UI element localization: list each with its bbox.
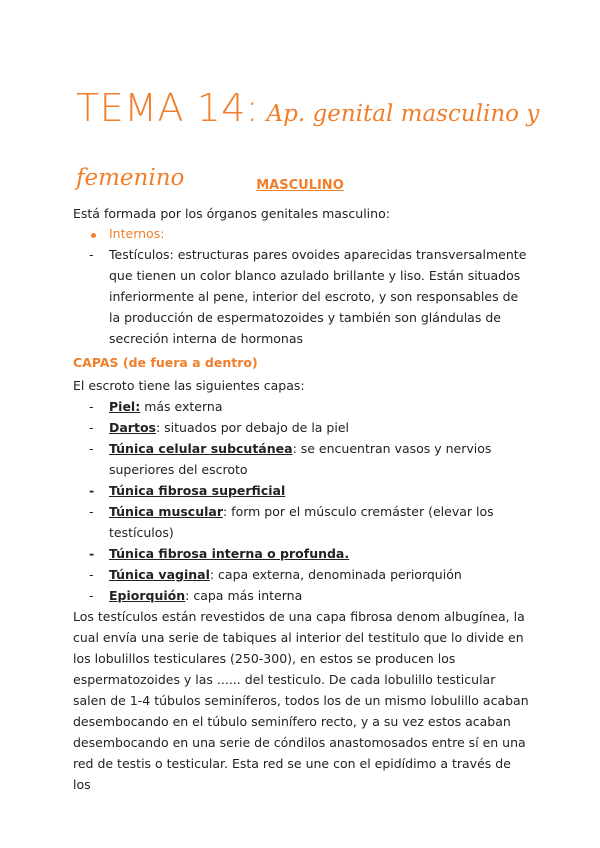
dash-mark: - [89,504,94,519]
dash-mark: - [89,588,94,603]
item-testiculos [89,244,529,349]
layer-desc: : capa más interna [185,588,303,603]
layer-item [89,438,529,480]
bullet-dot-icon [89,223,109,244]
layer-term: Epiorquión [109,588,186,603]
layer-term: Dartos [109,420,156,435]
dash-mark: - [89,567,94,582]
layer-item [89,543,529,564]
layer-item [89,564,529,585]
layer-item [89,480,529,501]
layer-item [89,396,529,417]
bullet-internos [89,223,529,244]
dash-mark: - [89,420,94,435]
layer-desc: : se encuentran vasos y nervios superiores del escroto [109,441,492,477]
escroto-intro: El escroto tiene las siguientes capas: [73,378,305,393]
layer-item [89,417,529,438]
section-heading-masculino: MASCULINO [256,178,344,193]
dash-mark: - [89,399,94,414]
layer-term: Túnica fibrosa superficial [109,483,286,498]
layer-term: Túnica fibrosa interna o profunda. [109,546,350,561]
layer-term: Túnica muscular [109,504,223,519]
layer-item [89,501,529,543]
layer-item [89,585,529,606]
dash-mark: - [89,247,94,262]
dash-mark: - [89,546,95,561]
layer-desc: más externa [140,399,223,414]
testiculos-text: Testículos: estructuras pares ovoides aparecidas transversalmente que tienen un color blanco azulado brillante y liso. Están situados inferiormente al pene, interior del escroto, y son responsables de la producción de espermatozoides y también son glándulas de secreción interna de hormonas [109,247,527,346]
layer-desc: : capa externa, denominada periorquión [209,567,462,582]
layer-desc: : form por el músculo cremáster (elevar los testículos) [109,504,494,540]
title-rest: Ap. genital masculino y femenino [76,101,540,191]
title-main: TEMA 14: [76,86,260,130]
intro-text: Está formada por los órganos genitales masculino: [73,206,390,221]
dash-mark: - [89,483,95,498]
bullet-internos-label: Internos: [109,226,165,241]
layer-term: Piel: [109,399,141,414]
layer-term: Túnica celular subcutánea [109,441,293,456]
layers-list [89,396,529,606]
dash-mark: - [89,441,94,456]
capas-heading: CAPAS (de fuera a dentro) [73,355,258,370]
layer-desc: : situados por debajo de la piel [155,420,349,435]
layer-term: Túnica vaginal [109,567,210,582]
body-paragraph: Los testículos están revestidos de una capa fibrosa denom albugínea, la cual envía una serie de tabiques al interior del testitulo que lo divide en los lobulillos testiculares (250-300), en estos se producen los espermatozoides y las ...... del testiculo. De cada lobulillo testicular salen de 1-4 túbulos seminíferos, todos los de un mismo lobulillo acaban desembocando en el túbulo seminífero recto, y a su vez estos acaban desembocando en una serie de cóndilos anastomosados entre sí en una red de testis o testicular. Esta red se une con el epidídimo a través de los [73,609,529,792]
